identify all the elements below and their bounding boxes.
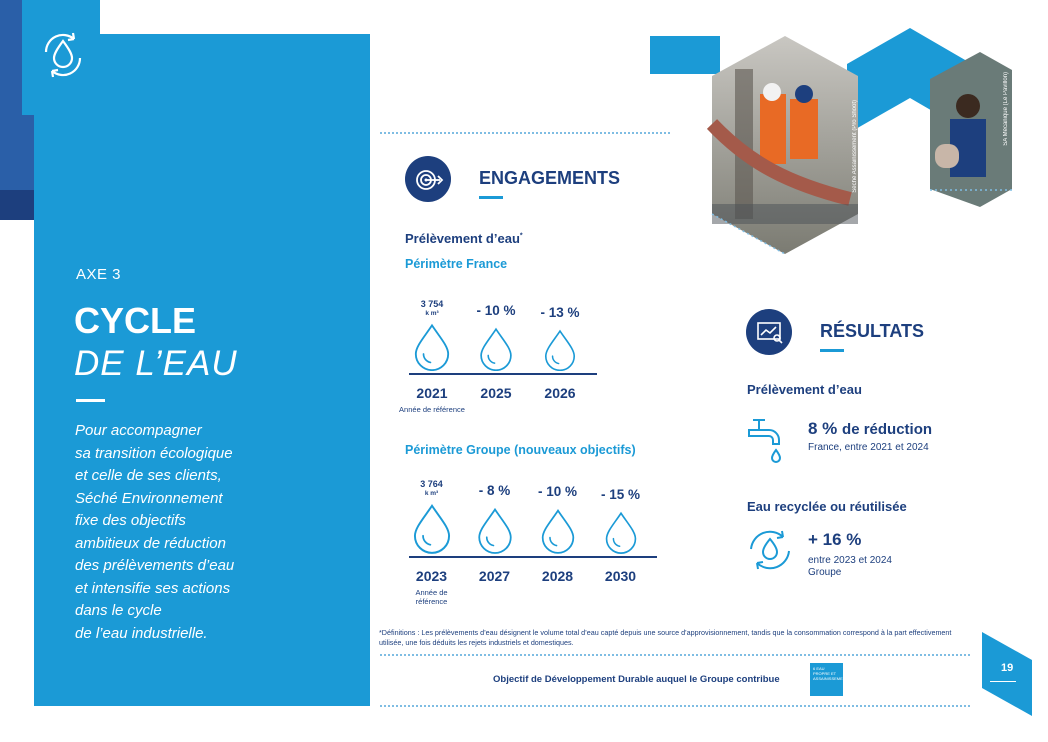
- page-number-rule: [990, 681, 1016, 682]
- intro-line: sa transition écologique: [75, 444, 233, 462]
- target-icon: [405, 156, 451, 202]
- target-year: 2028: [541, 568, 574, 584]
- result-recycled-heading: Eau recyclée ou réutilisée: [747, 499, 907, 514]
- water-withdrawal-label: Prélèvement d’eau: [405, 231, 520, 246]
- intro-line: et intensifie ses actions: [75, 579, 231, 597]
- target-column: [531, 457, 584, 617]
- target-year: 2021: [416, 385, 448, 401]
- page-number: 19: [1001, 662, 1014, 674]
- baseline-value: [405, 479, 458, 499]
- water-withdrawal-heading: [405, 231, 523, 246]
- results-chart-icon: [746, 309, 792, 355]
- result-withdrawal-number: 8 %: [808, 419, 838, 438]
- result-withdrawal-heading: Prélèvement d’eau: [747, 382, 862, 397]
- target-year: 2025: [480, 385, 512, 401]
- water-drop-icon: [479, 327, 513, 371]
- axis-label: AXE 3: [76, 266, 122, 283]
- water-drop-icon: [604, 511, 637, 554]
- reference-year-note: Année de référence: [415, 588, 448, 606]
- water-drop-icon: [477, 507, 513, 554]
- reduction-target: - 15 %: [600, 487, 641, 502]
- reduction-target: - 10 %: [476, 303, 516, 318]
- target-year: 2027: [478, 568, 511, 584]
- sdg-caption: Objectif de Développement Durable auquel le Groupe contribue: [493, 674, 780, 685]
- baseline-unit: k m³: [425, 310, 439, 317]
- sdg-6-badge: 6 EAU PROPRE ET ASSAINISSEMENT: [810, 663, 843, 696]
- target-column: [468, 457, 521, 617]
- water-drop-icon: [414, 323, 451, 371]
- result-withdrawal-text: de réduction: [842, 421, 933, 438]
- divider: [380, 132, 670, 134]
- chart-baseline: [409, 556, 657, 558]
- target-year: 2026: [544, 385, 576, 401]
- intro-line: dans le cycle: [75, 602, 162, 619]
- photo-collage: [650, 14, 1020, 260]
- baseline-number: 3 754: [420, 299, 444, 309]
- result-recycled-period: entre 2023 et 2024: [808, 555, 892, 566]
- target-year: 2030: [604, 568, 637, 584]
- target-column: [469, 270, 523, 440]
- target-column: [405, 457, 458, 617]
- water-drop-icon: [544, 329, 577, 371]
- water-recycle-icon: [746, 527, 794, 573]
- intro-line: Séché Environnement: [75, 489, 223, 507]
- target-column: [533, 270, 587, 440]
- intro-line: de l’eau industrielle.: [75, 624, 208, 642]
- intro-line: Pour accompagner: [75, 422, 202, 439]
- reduction-target: - 13 %: [540, 305, 580, 320]
- divider: [380, 654, 970, 656]
- water-cycle-icon: [34, 26, 92, 84]
- results-title: RÉSULTATS: [820, 321, 924, 341]
- result-recycled-value: + 16 %: [808, 530, 862, 549]
- title-rule: [76, 399, 105, 402]
- photo-credit: SA Mécanique (Le Pavillon): [1003, 72, 1009, 146]
- target-year: 2023: [415, 568, 448, 584]
- target-column: [594, 457, 647, 617]
- reduction-target: - 10 %: [537, 484, 578, 499]
- france-targets-chart: [399, 270, 600, 440]
- title-underline: [820, 349, 844, 352]
- baseline-number: 3 764: [420, 479, 443, 489]
- baseline-unit: k m³: [424, 490, 439, 497]
- scope-france-label: Périmètre France: [405, 257, 508, 271]
- chart-baseline: [409, 373, 597, 375]
- title-underline: [479, 196, 503, 199]
- intro-paragraph: [75, 420, 265, 645]
- scope-groupe-label: Périmètre Groupe (nouveaux objectifs): [405, 443, 636, 457]
- intro-line: des prélèvements d’eau: [75, 557, 235, 574]
- result-withdrawal-value: [808, 419, 932, 439]
- engagements-title: ENGAGEMENTS: [479, 168, 621, 188]
- result-recycled-scope: Groupe: [808, 567, 842, 578]
- intro-line: et celle de ses clients,: [75, 467, 222, 484]
- target-column: [399, 270, 465, 440]
- page-corner-shape: [982, 632, 1034, 718]
- groupe-targets-chart: [405, 457, 660, 617]
- faucet-icon: [745, 416, 787, 468]
- page-title: CYCLE: [74, 300, 197, 341]
- reference-year-note: Année de référence: [399, 405, 465, 414]
- water-drop-icon: [540, 508, 575, 554]
- reduction-target: - 8 %: [478, 483, 511, 498]
- photo-credit: Séché Assainissement (Pro Shoot): [852, 100, 858, 193]
- divider: [380, 705, 970, 707]
- page-subtitle: DE L’EAU: [74, 344, 238, 383]
- footnote-mark: *: [519, 232, 523, 240]
- intro-line: ambitieux de réduction: [75, 534, 226, 552]
- intro-line: fixe des objectifs: [75, 512, 186, 529]
- baseline-value: [405, 299, 459, 319]
- result-withdrawal-detail: France, entre 2021 et 2024: [808, 442, 929, 453]
- water-drop-icon: [412, 503, 451, 554]
- definitions-footnote: *Définitions : Les prélèvements d’eau désignent le volume total d’eau capté depuis une source d’approvisionnement, tandis que la consommation correspond à la part effectivement utilisée, une fois déduits les rejets industriels et domestiques.: [379, 628, 952, 647]
